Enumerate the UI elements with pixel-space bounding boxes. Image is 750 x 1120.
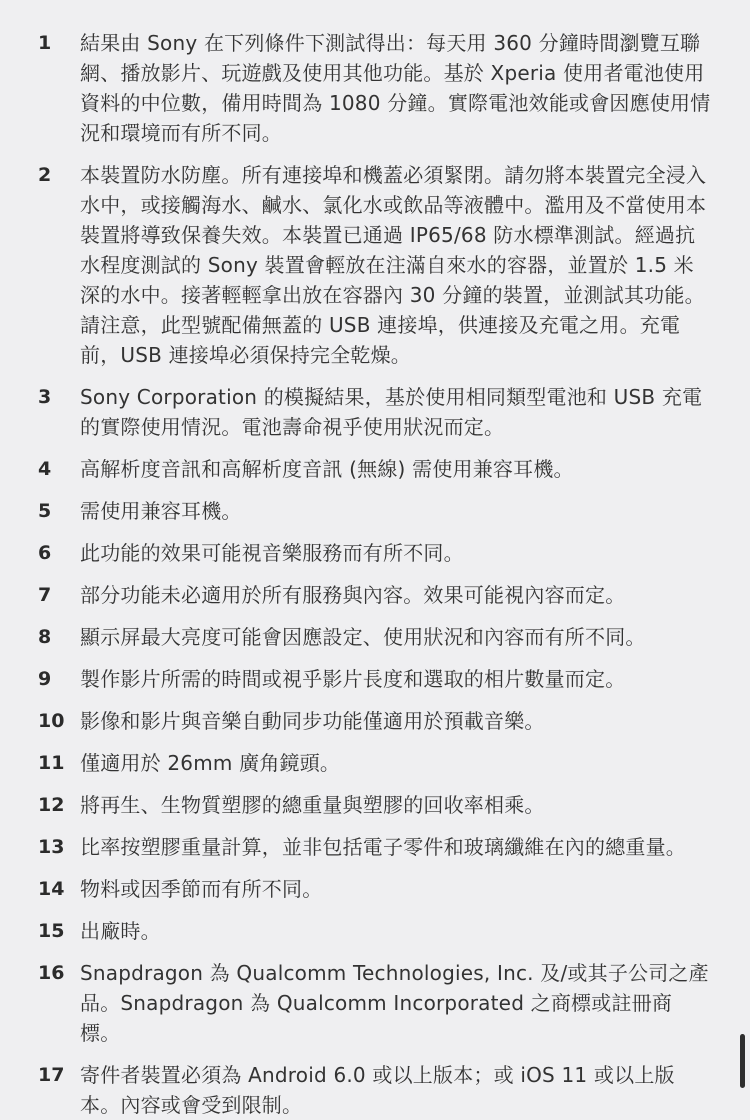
- footnote-3: [0, 382, 750, 442]
- footnote-2: [0, 160, 750, 370]
- footnote-number: 1: [38, 32, 52, 54]
- footnote-number: 8: [38, 626, 52, 648]
- footnote-text: 結果由 Sony 在下列條件下測試得出：每天用 360 分鐘時間瀏覽互聯網、播放影片、玩遊戲及使用其他功能。基於 Xperia 使用者電池使用資料的中位數，備用時間為 1080 分鐘。實際電池效能或會因應使用情況和環境而有所不同。: [80, 31, 711, 145]
- footnote-text: 製作影片所需的時間或視乎影片長度和選取的相片數量而定。: [80, 667, 626, 691]
- footnote-15: [0, 916, 750, 946]
- footnote-text: Sony Corporation 的模擬結果，基於使用相同類型電池和 USB 充電的實際使用情況。電池壽命視乎使用狀況而定。: [80, 385, 703, 439]
- footnote-text: 此功能的效果可能視音樂服務而有所不同。: [80, 541, 464, 565]
- footnote-text: 僅適用於 26mm 廣角鏡頭。: [80, 751, 341, 775]
- footnote-11: [0, 748, 750, 778]
- footnote-text: Snapdragon 為 Qualcomm Technologies, Inc. 及/或其子公司之產品。Snapdragon 為 Qualcomm Incorporated 之商標或註冊商標。: [80, 961, 709, 1045]
- footnote-number: 3: [38, 386, 52, 408]
- footnote-13: [0, 832, 750, 862]
- footnote-17: [0, 1060, 750, 1120]
- footnote-number: 5: [38, 500, 52, 522]
- footnote-8: [0, 622, 750, 652]
- footnote-text: 物料或因季節而有所不同。: [80, 877, 323, 901]
- footnote-number: 7: [38, 584, 52, 606]
- footnote-number: 2: [38, 164, 52, 186]
- footnote-number: 13: [38, 836, 65, 858]
- footnote-number: 9: [38, 668, 52, 690]
- footnote-text: 需使用兼容耳機。: [80, 499, 242, 523]
- footnote-12: [0, 790, 750, 820]
- footnote-number: 16: [38, 962, 65, 984]
- footnote-number: 12: [38, 794, 65, 816]
- footnote-number: 4: [38, 458, 52, 480]
- footnote-number: 11: [38, 752, 65, 774]
- footnote-text: 將再生、生物質塑膠的總重量與塑膠的回收率相乘。: [80, 793, 545, 817]
- vertical-scrollbar[interactable]: [740, 1034, 745, 1088]
- footnote-text: 比率按塑膠重量計算，並非包括電子零件和玻璃纖維在內的總重量。: [80, 835, 686, 859]
- footnote-text: 寄件者裝置必須為 Android 6.0 或以上版本；或 iOS 11 或以上版本。內容或會受到限制。: [80, 1063, 675, 1117]
- footnote-number: 6: [38, 542, 52, 564]
- footnote-text: 部分功能未必適用於所有服務與內容。效果可能視內容而定。: [80, 583, 626, 607]
- footnote-7: [0, 580, 750, 610]
- footnote-number: 17: [38, 1064, 65, 1086]
- footnote-text: 本裝置防水防塵。所有連接埠和機蓋必須緊閉。請勿將本裝置完全浸入水中，或接觸海水、鹹水、氯化水或飲品等液體中。濫用及不當使用本裝置將導致保養失效。本裝置已通過 IP65/68 防水標準測試。經過抗水程度測試的 Sony 裝置會輕放在注滿自來水的容器，並置於 1.5 米深的水中。接著輕輕拿出放在容器內 30 分鐘的裝置，並測試其功能。請注意，此型號配備無蓋的 USB 連接埠，供連接及充電之用。充電前，USB 連接埠必須保持完全乾燥。: [80, 163, 707, 367]
- footnote-text: 高解析度音訊和高解析度音訊 (無線) 需使用兼容耳機。: [80, 457, 574, 481]
- footnote-4: [0, 454, 750, 484]
- footnote-number: 10: [38, 710, 65, 732]
- footnote-9: [0, 664, 750, 694]
- footnote-1: [0, 28, 750, 148]
- footnote-16: [0, 958, 750, 1048]
- footnote-text: 顯示屏最大亮度可能會因應設定、使用狀況和內容而有所不同。: [80, 625, 646, 649]
- footnote-14: [0, 874, 750, 904]
- footnote-5: [0, 496, 750, 526]
- footnote-text: 出廠時。: [80, 919, 161, 943]
- footnote-6: [0, 538, 750, 568]
- footnote-number: 15: [38, 920, 65, 942]
- footnote-number: 14: [38, 878, 65, 900]
- footnote-10: [0, 706, 750, 736]
- footnote-text: 影像和影片與音樂自動同步功能僅適用於預載音樂。: [80, 709, 545, 733]
